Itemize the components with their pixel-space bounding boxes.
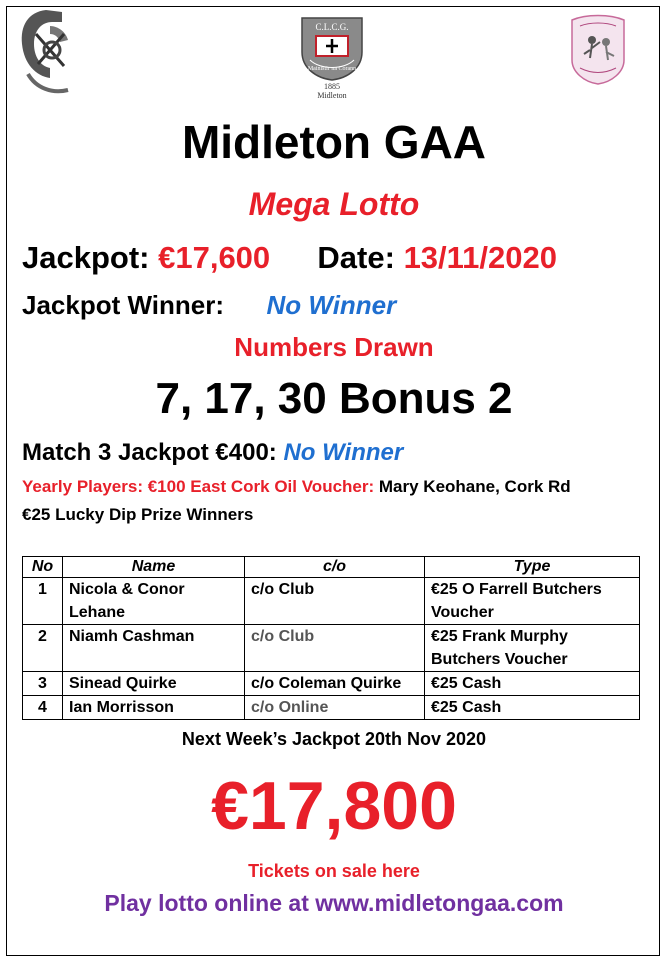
next-week-jackpot-label: Next Week’s Jackpot 20th Nov 2020 (181, 729, 487, 749)
row-name: Ian Morrisson (63, 696, 245, 720)
col-header-name: Name (63, 557, 245, 578)
row-name: Nicola & Conor Lehane (63, 578, 245, 625)
col-header-co: c/o (245, 557, 425, 578)
draw-date: 13/11/2020 (403, 240, 558, 275)
row-no: 1 (23, 578, 63, 625)
row-type: €25 Cash (425, 672, 640, 696)
crest-caption (298, 82, 366, 100)
match3-row (22, 436, 403, 470)
table-row (23, 696, 640, 720)
table-row (23, 625, 640, 672)
table-row (23, 672, 640, 696)
row-type: €25 Frank Murphy Butchers Voucher (425, 625, 640, 672)
row-type: €25 Cash (425, 696, 640, 720)
jackpot-row (22, 236, 652, 280)
yearly-players-label: Yearly Players: €100 East Cork Oil Voucher: (22, 477, 375, 496)
match3-label: Match 3 Jackpot €400: (22, 439, 277, 466)
jackpot-amount: €17,600 (158, 240, 271, 275)
row-no: 4 (23, 696, 63, 720)
table-row (23, 578, 640, 625)
jackpot-winner-value: No Winner (266, 290, 397, 320)
jackpot-winner-label: Jackpot Winner: (22, 290, 225, 320)
numbers-drawn: 7, 17, 30 Bonus 2 (155, 374, 513, 423)
camogie-logo (566, 12, 630, 86)
prize-table (22, 556, 640, 720)
row-co: c/o Club (245, 625, 425, 672)
row-co: c/o Club (245, 578, 425, 625)
club-crest-logo (298, 12, 366, 82)
svg-text:C.L.C.G.: C.L.C.G. (315, 22, 349, 32)
yearly-players-winner: Mary Keohane, Cork Rd (378, 477, 571, 496)
svg-text:Mainistir na Corann: Mainistir na Corann (307, 66, 357, 72)
row-no: 3 (23, 672, 63, 696)
next-week-jackpot-amount: €17,800 (211, 768, 457, 844)
jackpot-label: Jackpot: (22, 240, 150, 275)
numbers-drawn-label: Numbers Drawn (234, 332, 434, 362)
yearly-players-row (22, 475, 571, 499)
row-co: c/o Coleman Quirke (245, 672, 425, 696)
jackpot-winner-row (22, 287, 396, 323)
col-header-type: Type (425, 557, 640, 578)
row-name: Niamh Cashman (63, 625, 245, 672)
play-online-link[interactable]: Play lotto online at www.midletongaa.com (104, 890, 564, 916)
row-co: c/o Online (245, 696, 425, 720)
hurling-crest-logo (16, 4, 76, 98)
date-label: Date: (317, 240, 395, 275)
table-header-row (23, 557, 640, 578)
col-header-no: No (23, 557, 63, 578)
row-name: Sinead Quirke (63, 672, 245, 696)
lucky-dip-heading: €25 Lucky Dip Prize Winners (22, 505, 254, 524)
crest-caption-name: Midleton (317, 91, 347, 100)
row-no: 2 (23, 625, 63, 672)
crest-caption-year: 1885 (324, 82, 340, 91)
row-type: €25 O Farrell Butchers Voucher (425, 578, 640, 625)
tickets-on-sale-text: Tickets on sale here (248, 861, 420, 881)
page-title: Midleton GAA (181, 116, 487, 168)
lotto-subtitle: Mega Lotto (248, 186, 420, 222)
match3-value: No Winner (283, 439, 404, 466)
